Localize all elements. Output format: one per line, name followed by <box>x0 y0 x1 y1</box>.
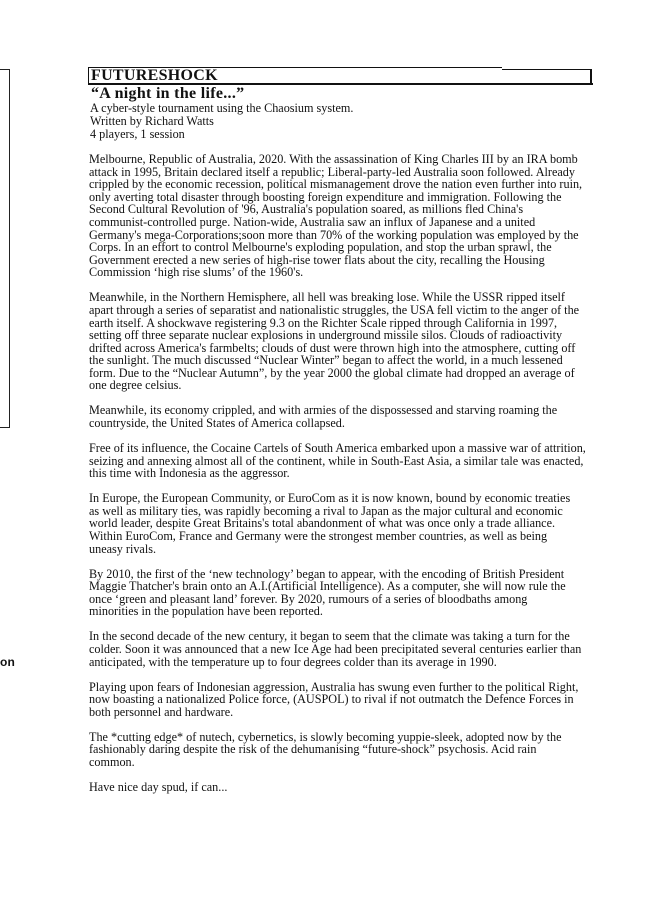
text-line: Meanwhile, in the Northern Hemisphere, all hell was breaking lose. While the USSR ripped itself <box>89 290 565 305</box>
paragraph <box>89 681 629 719</box>
paragraph <box>89 291 629 392</box>
paragraph <box>89 442 629 480</box>
text-line: one degree celsius. <box>89 378 182 393</box>
text-line: Government erected a new series of high-rise tower flats about the city, recalling the Housing <box>89 252 545 267</box>
text-line: seizing and annexing almost all of the continent, while in South-East Asia, a similar tale was enacted, <box>89 453 584 468</box>
header-top-rule-right <box>502 69 592 70</box>
text-line: Meanwhile, its economy crippled, and with armies of the dispossessed and starving roaming the <box>89 403 558 418</box>
text-line: once ‘green and pleasant land’ forever. By 2020, rumours of a series of bloodbaths among <box>89 591 528 606</box>
text-line: the sunlight. The much discussed “Nuclear Winter” began to affect the world, in a much lessened <box>89 353 563 368</box>
text-line: Within EuroCom, France and Germany were the strongest member countries, as well as being <box>89 529 548 543</box>
paragraph <box>89 781 629 794</box>
text-line: setting off three separate nuclear explosions in underground missile silos. Clouds of radioactivity <box>89 328 563 343</box>
text-line: Germany's mega-Corporations;soon more than 70% of the working population was employed by the <box>89 227 579 242</box>
text-line: world leader, despite Great Britains's total abandonment of what was once only a trade alliance. <box>89 516 556 531</box>
text-line: this time with Indonesia as the aggressor. <box>89 466 290 481</box>
paragraph <box>89 731 629 769</box>
scenario-meta <box>90 102 590 140</box>
text-line: Corps. In an effort to control Melbourne's exploding population, and stop the urban sprawl, the <box>89 240 552 255</box>
text-line: now boasting a nationalized Police force, (AUSPOL) to rival if not outmatch the Defence Forces in <box>89 692 574 707</box>
text-line: as well as military ties, was rapidly becoming a rival to Japan as the major cultural and economic <box>89 503 563 518</box>
text-line: crippled by the economic recession, political mismanagement drove the nation even further into ruin, <box>89 177 583 192</box>
text-line: drifted across America's farmbelts; clouds of dust were thrown high into the atmosphere, cutting off <box>89 340 576 355</box>
text-line: Commission ‘high rise slums’ of the 1960's. <box>89 265 304 280</box>
paragraph <box>89 404 629 429</box>
text-line: form. Due to the “Nuclear Autumn”, by the year 2000 the global climate had dropped an average of <box>89 365 575 380</box>
adjacent-page-bracket <box>0 69 10 428</box>
text-line: anticipated, with the temperature up to four degrees colder than its average in 1990. <box>89 654 497 669</box>
text-line: Melbourne, Republic of Australia, 2020. With the assassination of King Charles III by an IRA bomb <box>89 152 578 166</box>
text-line: Second Cultural Revolution of '96, Australia's population soared, as millions fled China's <box>89 202 524 217</box>
meta-system: A cyber-style tournament using the Chaosium system. <box>90 101 354 115</box>
section-title: FUTURESHOCK <box>91 67 218 84</box>
text-line: Maggie Thatcher's brain onto an A.I.(Artificial Intelligence). As a computer, she will now rule the <box>89 579 566 594</box>
adjacent-page-fragment: on <box>0 655 16 669</box>
text-line: The *cutting edge* of nutech, cybernetics, is slowly becoming yuppie-sleek, adopted now by the <box>89 729 562 744</box>
header-end-cap <box>590 69 592 84</box>
text-line: attack in 1995, Britain declared itself a republic; Liberal-party-led Australia soon followed. Already <box>89 164 575 179</box>
text-line: In Europe, the European Community, or EuroCom as it is now known, bound by economic treaties <box>89 491 571 506</box>
paragraph <box>89 568 629 618</box>
text-line: Have nice day spud, if can... <box>89 779 228 794</box>
text-line: In the second decade of the new century, it began to seem that the climate was taking a turn for the <box>89 629 570 644</box>
text-line: only averting total disaster through boosting foreign expenditure and immigration. Following the <box>89 189 562 204</box>
text-line: earth itself. A shockwave registering 9.3 on the Richter Scale ripped through California in 1997, <box>89 315 558 330</box>
body-text <box>89 153 629 806</box>
text-line: common. <box>89 754 135 769</box>
text-line: colder. Soon it was announced that a new Ice Age had been precipitated several centuries earlier than <box>89 641 582 656</box>
text-line: communist-controlled purge. Nation-wide, Australia saw an influx of Japanese and a united <box>89 214 536 229</box>
paragraph <box>89 630 629 668</box>
text-line: apart through a series of separatist and nationalistic struggles, the USA fell victim to the anger of the <box>89 302 580 317</box>
text-line: both personnel and hardware. <box>89 704 234 719</box>
meta-author: Written by Richard Watts <box>90 113 214 128</box>
section-header <box>88 67 593 85</box>
text-line: minorities in the population have been reported. <box>89 604 323 619</box>
text-line: countryside, the United States of America collapsed. <box>89 416 345 431</box>
paragraph <box>89 492 629 555</box>
text-line: uneasy rivals. <box>89 541 157 556</box>
text-line: Free of its influence, the Cocaine Cartels of South America embarked upon a massive war of attrition, <box>89 441 586 456</box>
paragraph <box>89 153 629 279</box>
header-top-rule <box>212 67 502 68</box>
text-line: Playing upon fears of Indonesian aggression, Australia has swung even further to the political Right, <box>89 679 579 694</box>
meta-players: 4 players, 1 session <box>90 126 185 141</box>
scenario-subtitle: “A night in the life...” <box>91 85 245 102</box>
text-line: fashionably daring despite the risk of the dehumanising “future-shock” psychosis. Acid rain <box>89 742 537 757</box>
text-line: By 2010, the first of the ‘new technology’ began to appear, with the encoding of British President <box>89 566 565 581</box>
